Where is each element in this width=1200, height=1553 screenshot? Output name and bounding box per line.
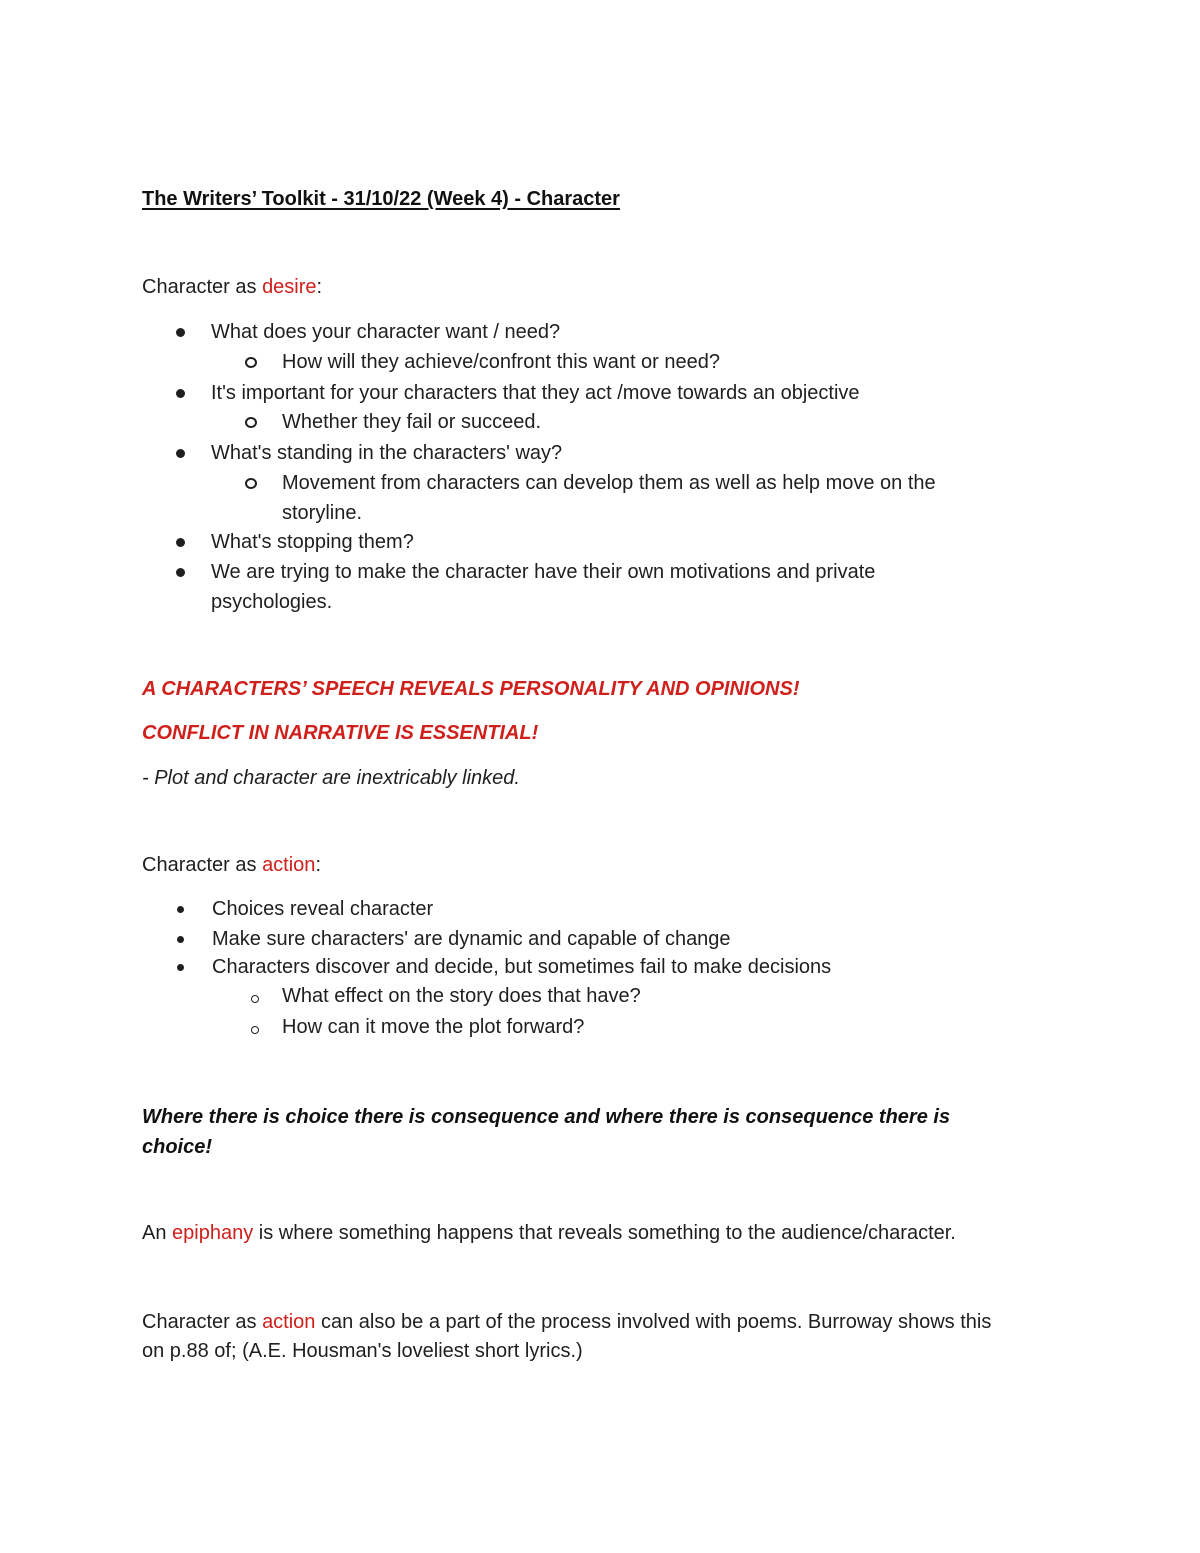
bullet-dot-icon [170,955,190,979]
bullet-circle-icon [241,350,261,374]
poems-suffix: can also be a part of the process involved with poems. Burroway shows this [315,1311,992,1333]
action-keyword: action [262,854,316,876]
plot-note: - Plot and character are inextricably linked. [142,767,520,789]
bullet-circle-icon [241,410,261,434]
bullet-circle-icon [245,986,265,1010]
list-item: Choices reveal character [212,898,434,920]
action-heading-suffix: : [315,854,321,876]
speech-callout: A CHARACTERS’ SPEECH REVEALS PERSONALITY AND OPINIONS! [142,678,800,700]
list-item: Characters discover and decide, but sometimes fail to make decisions [212,956,832,978]
bullet-dot-icon [170,530,190,554]
list-item-continuation: psychologies. [211,591,333,613]
poems-prefix: Character as [142,1311,263,1333]
list-item: What does your character want / need? [211,321,561,343]
list-item: Movement from characters can develop them as well as help move on the [282,472,936,494]
list-item: What's stopping them? [211,531,414,553]
list-item: Make sure characters' are dynamic and capable of change [212,928,731,950]
list-item: We are trying to make the character have their own motivations and private [211,561,876,583]
conflict-callout: CONFLICT IN NARRATIVE IS ESSENTIAL! [142,722,539,744]
bullet-dot-icon [170,927,190,951]
epiphany-keyword: epiphany [172,1222,254,1244]
list-item: What's standing in the characters' way? [211,442,563,464]
poems-keyword: action [262,1311,316,1333]
list-item: How can it move the plot forward? [282,1016,585,1038]
bullet-dot-icon [170,381,190,405]
bullet-circle-icon [241,471,261,495]
bullet-dot-icon [170,441,190,465]
epiphany-prefix: An [142,1222,173,1244]
bullet-dot-icon [170,897,190,921]
epiphany-suffix: is where something happens that reveals something to the audience/character. [253,1222,956,1244]
list-item-continuation: storyline. [282,502,363,524]
bullet-dot-icon [170,560,190,584]
poems-paragraph-line1 [142,1310,991,1334]
action-heading-prefix: Character as [142,854,263,876]
choice-quote-line1: Where there is choice there is consequence and where there is consequence there is [142,1106,951,1128]
desire-heading-prefix: Character as [142,276,263,298]
list-item: How will they achieve/confront this want or need? [282,351,721,373]
bullet-dot-icon [170,320,190,344]
choice-quote-line2: choice! [142,1136,213,1158]
epiphany-paragraph [142,1221,956,1245]
desire-heading-suffix: : [316,276,323,298]
action-heading [142,853,321,877]
bullet-circle-icon [245,1017,265,1041]
poems-paragraph-line2: on p.88 of; (A.E. Housman's loveliest short lyrics.) [142,1340,583,1362]
document-title: The Writers’ Toolkit - 31/10/22 (Week 4) - Character [142,188,620,210]
list-item: It's important for your characters that they act /move towards an objective [211,382,860,404]
desire-heading [142,275,322,299]
list-item: What effect on the story does that have? [282,985,641,1007]
desire-keyword: desire [262,276,317,298]
list-item: Whether they fail or succeed. [282,411,542,433]
